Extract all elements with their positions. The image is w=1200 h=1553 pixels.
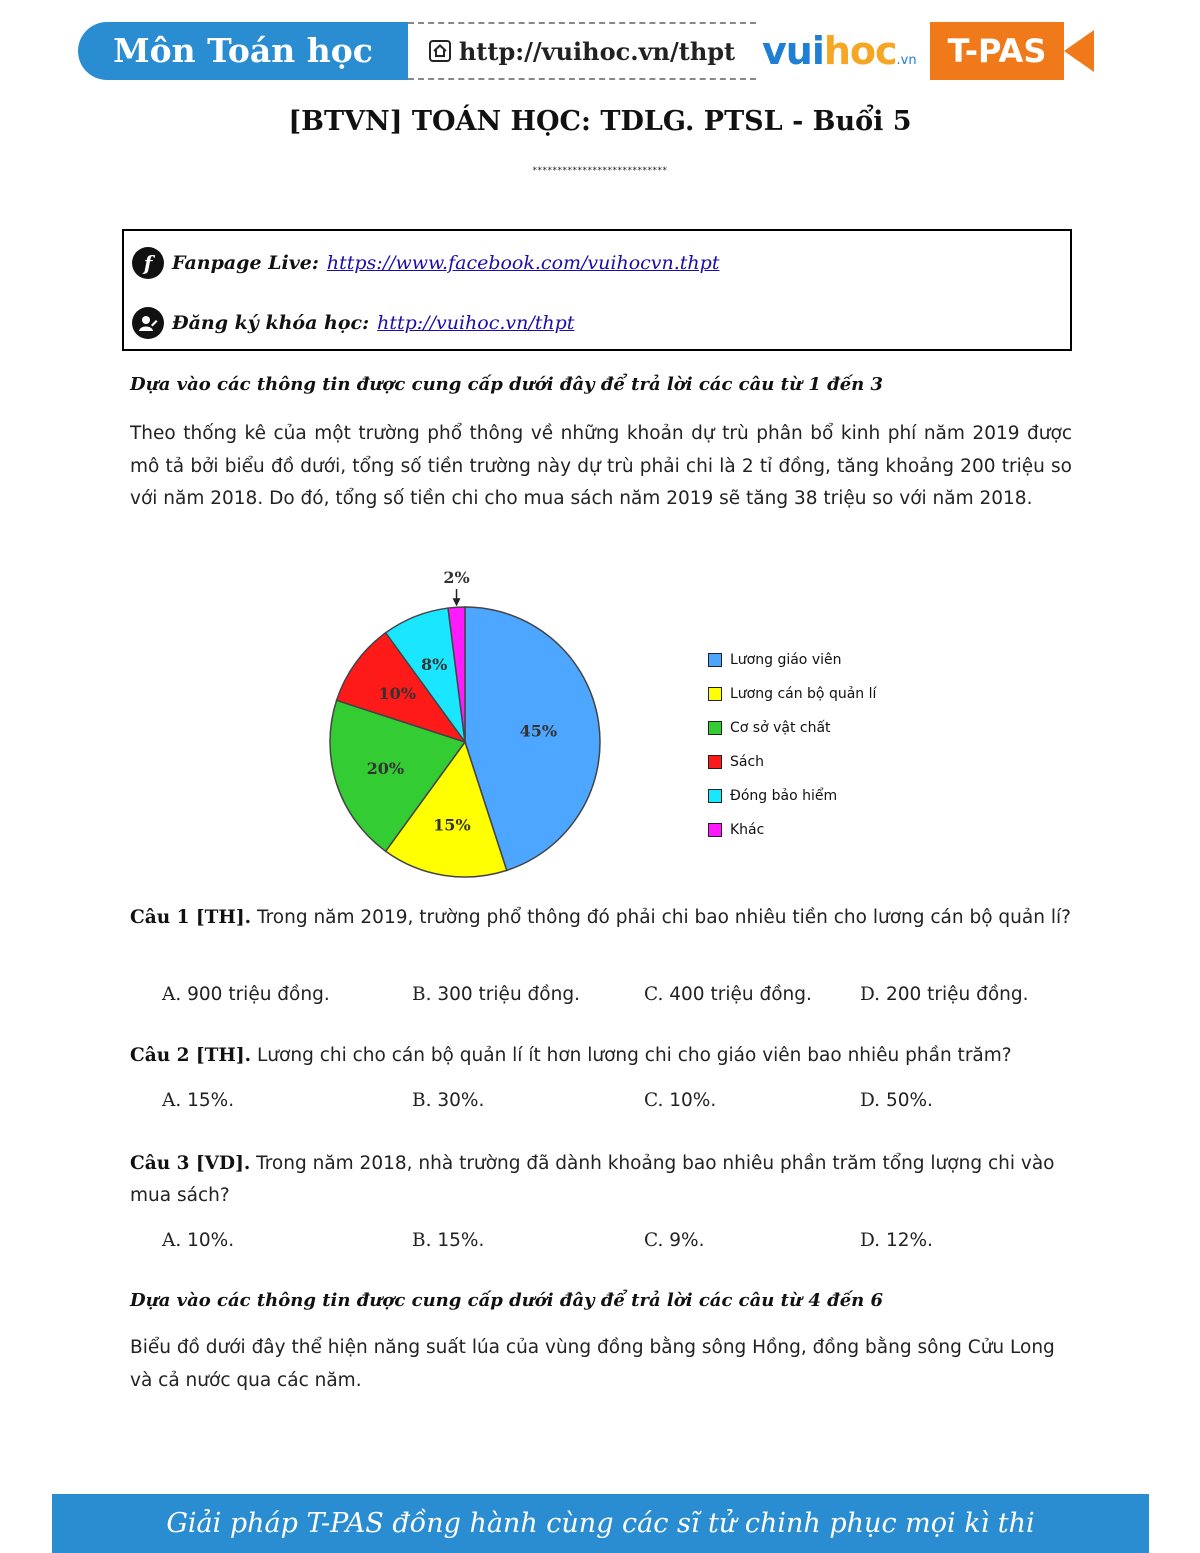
question-2-number: Câu 2 [TH]. — [130, 1045, 252, 1066]
home-icon — [429, 40, 451, 62]
pie-label-other: 2% — [443, 568, 470, 587]
pie-label-facilities: 20% — [366, 758, 405, 778]
legend-swatch-teacher-salary — [708, 653, 722, 667]
question-2-text: Lương chi cho cán bộ quản lí ít hơn lương chi cho giáo viên bao nhiêu phần trăm? — [251, 1045, 1012, 1066]
legend-label-other: Khác — [730, 822, 765, 838]
budget-pie-chart — [300, 560, 920, 900]
facebook-icon: f — [132, 247, 164, 279]
q2-option-a[interactable]: A. 15%. — [162, 1090, 235, 1111]
legend-item-books — [708, 754, 764, 770]
fanpage-link[interactable]: https://www.facebook.com/vuihocvn.thpt — [326, 252, 720, 274]
vuihoc-logo: vuihoc.vn — [762, 29, 917, 73]
legend-item-insurance — [708, 788, 837, 804]
header-url[interactable] — [408, 22, 756, 80]
title-separator: *************************** — [532, 166, 668, 176]
tpas-badge-tab — [1064, 30, 1094, 72]
pie-label-insurance: 8% — [421, 655, 448, 675]
register-label: Đăng ký khóa học: — [172, 312, 370, 334]
question-3-number: Câu 3 [VD]. — [130, 1153, 251, 1174]
register-link[interactable]: http://vuihoc.vn/thpt — [377, 312, 575, 334]
register-icon — [132, 307, 164, 339]
fanpage-row — [132, 247, 719, 279]
legend-swatch-books — [708, 755, 722, 769]
page-header — [78, 22, 1098, 80]
info-box — [122, 229, 1072, 351]
legend-item-facilities — [708, 720, 831, 736]
question-1-text: Trong năm 2019, trường phổ thông đó phải chi bao nhiêu tiền cho lương cán bộ quản lí? — [251, 907, 1071, 928]
subject-banner: Môn Toán học — [78, 22, 408, 80]
pie-label-books: 10% — [378, 683, 417, 703]
section-intro-1: Dựa vào các thông tin được cung cấp dưới đây để trả lời các câu từ 1 đến 3 — [130, 374, 884, 395]
pie-label-teacher-salary: 45% — [519, 721, 558, 741]
tpas-badge: T-PAS — [930, 22, 1064, 80]
page-title: [BTVN] TOÁN HỌC: TDLG. PTSL - Buổi 5 — [288, 106, 912, 137]
pie-label-manager-salary: 15% — [433, 815, 471, 835]
q1-option-b[interactable]: B. 300 triệu đồng. — [412, 984, 580, 1005]
legend-label-teacher-salary: Lương giáo viên — [730, 652, 842, 668]
section-intro-2: Dựa vào các thông tin được cung cấp dưới đây để trả lời các câu từ 4 đến 6 — [130, 1290, 884, 1311]
q2-option-d[interactable]: D. 50%. — [860, 1090, 933, 1111]
footer-banner: Giải pháp T-PAS đồng hành cùng các sĩ tử chinh phục mọi kì thi — [52, 1494, 1149, 1553]
legend-label-manager-salary: Lương cán bộ quản lí — [730, 686, 877, 702]
legend-label-facilities: Cơ sở vật chất — [730, 720, 831, 736]
legend-swatch-insurance — [708, 789, 722, 803]
q1-option-a[interactable]: A. 900 triệu đồng. — [162, 984, 330, 1005]
q2-option-b[interactable]: B. 30%. — [412, 1090, 485, 1111]
question-1-options — [0, 984, 1200, 1014]
legend-label-insurance: Đóng bảo hiểm — [730, 788, 838, 804]
legend-label-books: Sách — [730, 754, 765, 770]
question-1-number: Câu 1 [TH]. — [130, 907, 252, 928]
question-2 — [130, 1040, 1072, 1072]
question-3-options — [0, 1230, 1200, 1260]
header-url-text: http://vuihoc.vn/thpt — [458, 36, 736, 66]
q3-option-a[interactable]: A. 10%. — [162, 1230, 235, 1251]
pie-svg — [300, 560, 610, 900]
legend-item-other — [708, 822, 764, 838]
q1-option-c[interactable]: C. 400 triệu đồng. — [644, 984, 812, 1005]
question-3 — [130, 1148, 1072, 1212]
q3-option-b[interactable]: B. 15%. — [412, 1230, 485, 1251]
legend-item-manager-salary — [708, 686, 876, 702]
section-paragraph-1: Theo thống kê của một trường phổ thông về những khoản dự trù phân bổ kinh phí năm 2019 được mô tả bởi biểu đồ dưới, tổng số tiền trường này dự trù phải chi là 2 tỉ đồng, tăng khoảng 200 triệu so với năm 2018. Do đó, tổng số tiền chi cho mua sách năm 2019 sẽ tăng 38 triệu so với năm 2018. — [130, 423, 1072, 509]
q3-option-d[interactable]: D. 12%. — [860, 1230, 933, 1251]
question-2-options — [0, 1090, 1200, 1120]
legend-swatch-manager-salary — [708, 687, 722, 701]
question-1 — [130, 902, 1072, 934]
question-3-text: Trong năm 2018, nhà trường đã dành khoảng bao nhiêu phần trăm tổng lượng chi vào mua sách? — [130, 1153, 1055, 1206]
register-row — [132, 307, 574, 339]
q3-option-c[interactable]: C. 9%. — [644, 1230, 705, 1251]
pie-callout-arrow-other — [453, 598, 461, 606]
q1-option-d[interactable]: D. 200 triệu đồng. — [860, 984, 1029, 1005]
legend-swatch-other — [708, 823, 722, 837]
q2-option-c[interactable]: C. 10%. — [644, 1090, 717, 1111]
fanpage-label: Fanpage Live: — [172, 252, 319, 274]
section-paragraph-2: Biểu đồ dưới đây thể hiện năng suất lúa của vùng đồng bằng sông Hồng, đồng bằng sông Cửu Long và cả nước qua các năm. — [130, 1337, 1055, 1391]
legend-swatch-facilities — [708, 721, 722, 735]
legend-item-teacher-salary — [708, 652, 841, 668]
